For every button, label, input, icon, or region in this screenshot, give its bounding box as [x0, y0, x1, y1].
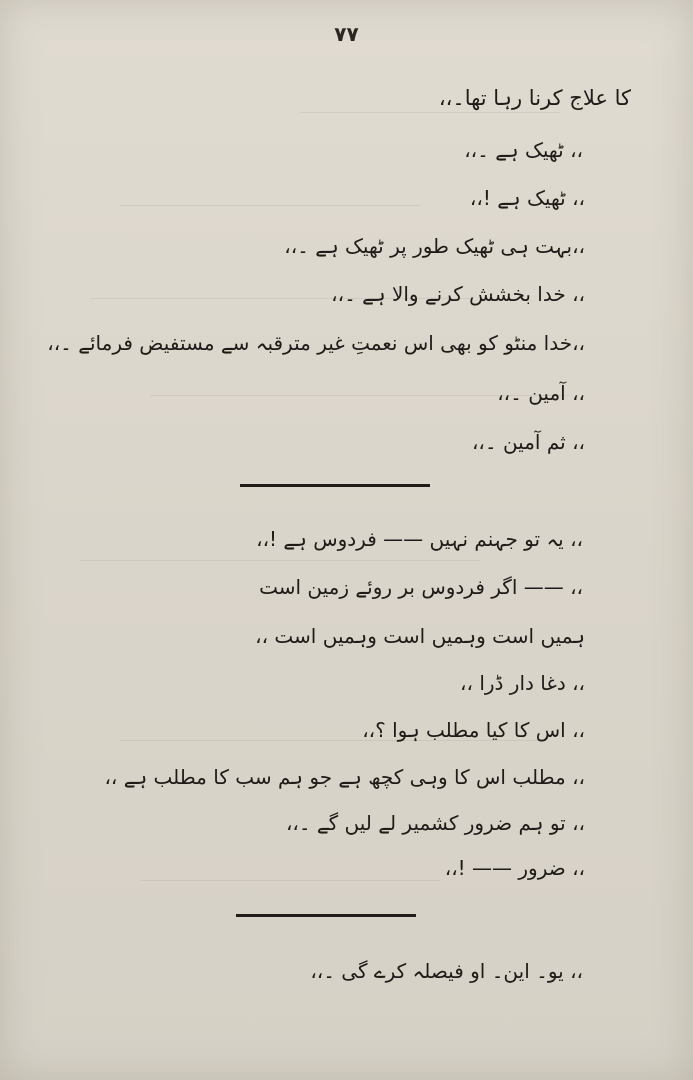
text-line: ،، آمین ۔،، [497, 381, 585, 405]
text-line: ،، یہ تو جہنم نہیں —— فردوس ہے !،، [256, 527, 583, 551]
text-line: ،،خدا منٹو کو بھی اس نعمتِ غیر مترقبہ سے مستفیض فرمائے ۔،، [47, 331, 585, 355]
text-line: ،، دغا دار ڈرا ،، [460, 671, 585, 695]
text-line: ہمیں است وہمیں است وہمیں است ،، [255, 624, 585, 648]
text-line: ،، ثم آمین ۔،، [471, 430, 585, 454]
text-line: کا علاج کرنا رہا تھا۔،، [438, 86, 631, 110]
section-divider [236, 914, 416, 917]
text-line: ،،بہت ہی ٹھیک طور پر ٹھیک ہے ۔،، [284, 234, 585, 258]
section-divider [240, 484, 430, 487]
text-line: ،، مطلب اس کا وہی کچھ ہے جو ہم سب کا مطلب ہے ،، [104, 765, 585, 789]
text-line: ،، یو۔ این۔ او فیصلہ کرے گی ۔،، [310, 959, 583, 983]
text-line: ،، تو ہم ضرور کشمیر لے لیں گے ۔،، [285, 811, 585, 835]
text-line: ،، ضرور —— !،، [444, 856, 585, 880]
text-line: ،، ٹھیک ہے !،، [469, 186, 585, 210]
page-number: ۷۷ [334, 22, 359, 46]
bleed-through-line [120, 205, 420, 206]
text-line: ،، خدا بخشش کرنے والا ہے ۔،، [331, 282, 585, 306]
text-line: ،، —— اگر فردوس بر روئے زمین است [259, 575, 583, 599]
bleed-through-line [140, 880, 440, 881]
bleed-through-line [80, 560, 480, 561]
text-line: ،، اس کا کیا مطلب ہوا ؟،، [362, 718, 585, 742]
text-line: ،، ٹھیک ہے ۔،، [464, 138, 583, 162]
bleed-through-line [300, 112, 560, 113]
